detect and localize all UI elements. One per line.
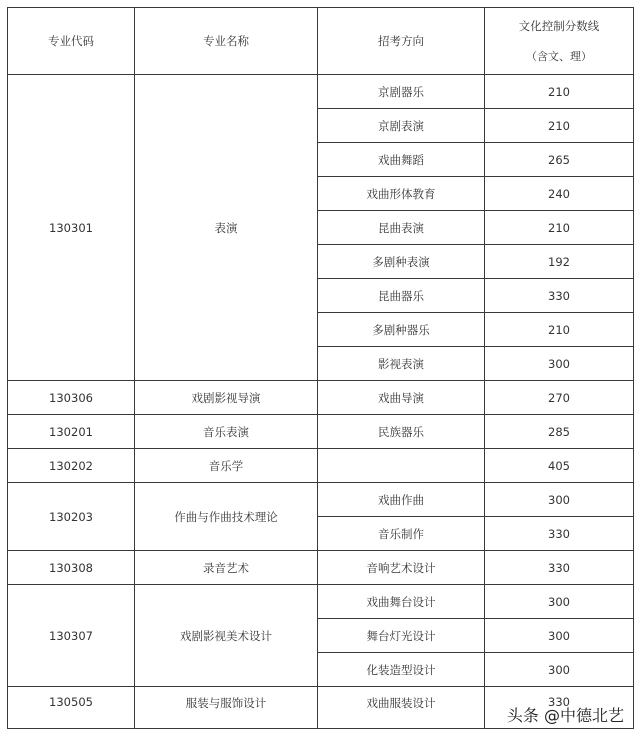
table-row — [8, 75, 634, 109]
major-code-cell: 130306 — [8, 381, 135, 415]
watermark-text: 头条 @中德北艺 — [506, 705, 624, 725]
score-cell: 330 — [485, 687, 634, 729]
major-name-cell: 音乐学 — [135, 449, 318, 483]
watermark — [507, 703, 624, 725]
score-cell: 330 — [485, 517, 634, 551]
score-cell: 300 — [485, 483, 634, 517]
score-cell: 300 — [485, 585, 634, 619]
score-cell: 265 — [485, 143, 634, 177]
major-code-cell: 130307 — [8, 585, 135, 687]
major-name-cell: 作曲与作曲技术理论 — [135, 483, 318, 551]
direction-cell: 戏曲形体教育 — [318, 177, 485, 211]
score-cell: 285 — [485, 415, 634, 449]
table-row — [8, 415, 634, 449]
major-name-cell: 表演 — [135, 75, 318, 381]
direction-cell: 戏曲舞台设计 — [318, 585, 485, 619]
direction-cell: 京剧器乐 — [318, 75, 485, 109]
table-row — [8, 483, 634, 517]
major-name-cell: 音乐表演 — [135, 415, 318, 449]
direction-cell: 京剧表演 — [318, 109, 485, 143]
direction-cell: 戏曲舞蹈 — [318, 143, 485, 177]
major-name-cell: 戏剧影视导演 — [135, 381, 318, 415]
direction-cell: 影视表演 — [318, 347, 485, 381]
major-name-cell: 戏剧影视美术设计 — [135, 585, 318, 687]
major-code-cell: 130301 — [8, 75, 135, 381]
score-cell: 330 — [485, 279, 634, 313]
score-cell: 300 — [485, 347, 634, 381]
direction-cell: 戏曲作曲 — [318, 483, 485, 517]
table-row — [8, 381, 634, 415]
score-cell: 210 — [485, 109, 634, 143]
direction-cell: 戏曲导演 — [318, 381, 485, 415]
score-cell: 192 — [485, 245, 634, 279]
major-code-cell: 130202 — [8, 449, 135, 483]
major-code-cell: 130201 — [8, 415, 135, 449]
score-cell: 270 — [485, 381, 634, 415]
direction-cell — [318, 449, 485, 483]
major-name-cell: 录音艺术 — [135, 551, 318, 585]
table-header — [8, 8, 634, 75]
header-score-subtitle: （含文、理） — [526, 50, 592, 63]
direction-cell: 舞台灯光设计 — [318, 619, 485, 653]
header-direction: 招考方向 — [318, 8, 485, 75]
score-cell: 330 — [485, 551, 634, 585]
table-row — [8, 551, 634, 585]
score-cell: 210 — [485, 75, 634, 109]
major-code-cell: 130203 — [8, 483, 135, 551]
score-cell: 210 — [485, 211, 634, 245]
score-cell: 210 — [485, 313, 634, 347]
major-code-cell: 130505 — [8, 687, 135, 729]
score-cell: 240 — [485, 177, 634, 211]
table-body — [8, 75, 634, 729]
direction-cell: 音乐制作 — [318, 517, 485, 551]
header-major-code: 专业代码 — [8, 8, 135, 75]
major-name-cell: 服装与服饰设计 — [135, 687, 318, 729]
header-score-title: 文化控制分数线 — [518, 19, 600, 33]
score-cell: 300 — [485, 619, 634, 653]
table-row — [8, 449, 634, 483]
direction-cell: 戏曲服装设计 — [318, 687, 485, 729]
direction-cell: 民族器乐 — [318, 415, 485, 449]
score-cell: 405 — [485, 449, 634, 483]
direction-cell: 昆曲表演 — [318, 211, 485, 245]
direction-cell: 化装造型设计 — [318, 653, 485, 687]
header-major-name: 专业名称 — [135, 8, 318, 75]
header-score-line — [485, 8, 634, 75]
score-table — [7, 7, 634, 729]
direction-cell: 多剧种表演 — [318, 245, 485, 279]
major-code-cell: 130308 — [8, 551, 135, 585]
score-cell: 300 — [485, 653, 634, 687]
direction-cell: 昆曲器乐 — [318, 279, 485, 313]
table-row — [8, 585, 634, 619]
direction-cell: 多剧种器乐 — [318, 313, 485, 347]
direction-cell: 音响艺术设计 — [318, 551, 485, 585]
